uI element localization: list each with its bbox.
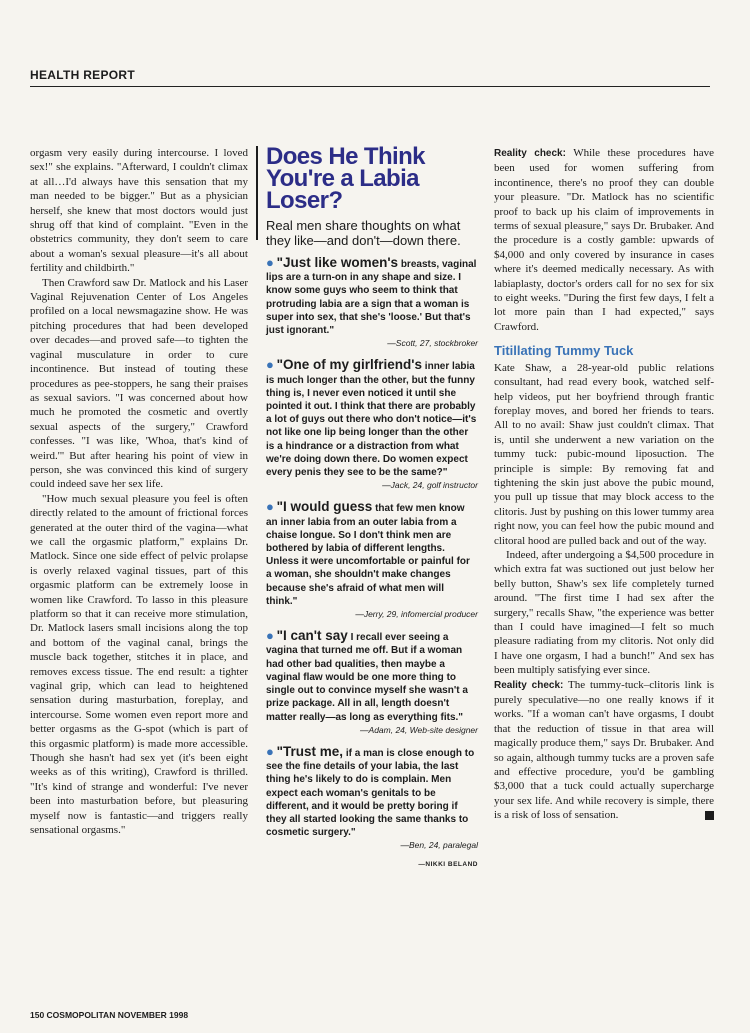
quote-lead: "I would guess [276, 499, 373, 515]
paragraph [494, 146, 714, 334]
sidebar-dek: Real men share thoughts on what they like—and don't—down there. [266, 218, 461, 248]
sidebar-accent-rule [256, 146, 258, 240]
quote [266, 256, 478, 350]
sidebar-headline: Does He Think You're a Labia Loser? [266, 143, 425, 214]
bullet-icon: ● [266, 743, 274, 759]
quote-attribution: —Scott, 27, stockbroker [387, 338, 478, 349]
paragraph [494, 678, 714, 823]
end-mark-icon [705, 811, 714, 820]
sidebar-byline: —NIKKI BELAND [418, 860, 478, 868]
quote [266, 500, 478, 621]
quote-lead: "One of my girlfriend's [276, 357, 423, 373]
quote-attribution: —Jerry, 29, infomercial producer [355, 609, 478, 620]
bullet-icon: ● [266, 628, 274, 644]
quote [266, 358, 478, 492]
quote-text: inner labia is much longer than the other, but the funny thing is, I never even noticed it until she pointed it out. I think that there are probably a lot of guys out there who don't notice—it's not like one lip being longer than the other is a hindrance or a distraction from what we're doing down there. Do women expect every penis they see to be the same?" [266, 361, 477, 479]
quote-text: breasts, vaginal lips are a turn-on in any shape and size. I know some guys who seem to think that protruding labia are a sign that a woman is super into sex, that she's 'loose.' But that's just ignorant." [266, 259, 477, 337]
quote-text: I recall ever seeing a vagina that turned me off. But if a woman had other bad qualities, then maybe a vaginal flaw would be one more thing to single out to convince myself she wasn't a prize package. All in all, length doesn't matter really—as long as everything fits." [266, 632, 468, 723]
right-column [494, 146, 714, 823]
quote-lead: "Just like women's [276, 255, 399, 270]
sidebar [266, 143, 478, 868]
bullet-icon: ● [266, 357, 274, 373]
quote-lead: "I can't say [276, 628, 348, 644]
quote [266, 629, 478, 737]
subhead: Titillating Tummy Tuck [494, 343, 634, 359]
left-column [30, 146, 248, 838]
reality-check-label: Reality check: [494, 679, 564, 691]
paragraph: Indeed, after undergoing a $4,500 procedure in which extra fat was suctioned out just below her belly button, Shaw's sex life completely turned around. "The first time I had sex after the surgery," recalls Shaw, "the experience was better than I could have imagined—I felt so much pleasure radiating from my clitoris. Not only did I have one orgasm, I had a bunch!" And sex has been multiply satisfying ever since. [494, 548, 714, 677]
page-folio: 150 COSMOPOLITAN NOVEMBER 1998 [30, 1010, 189, 1020]
quote [266, 745, 478, 853]
quote-attribution: —Jack, 24, golf instructor [382, 480, 478, 491]
section-label: HEALTH REPORT [30, 68, 136, 82]
reality-check-label: Reality check: [494, 148, 566, 159]
paragraph: Kate Shaw, a 28-year-old public relations consultant, had read every book, watched self-help videos, put her boyfriend through frantic foreplay moves, and bored her friends to tears. All to no avail: Shaw just couldn't climax. That is, until she underwent a new variation on the tummy tuck: pubic-mound liposuction. The principle is simple: By removing fat and tightening the skin just above the pubic mound, you pull up tissue that may block access to the clitoris. Just by pushing on this lower tummy area right now, you can feel how the pubic mound and clitoral hood are pulled back and out of the way. [494, 361, 714, 547]
reality-check-text: The tummy-tuck–clitoris link is purely speculative—no one really knows if it works. "If a woman can't have orgasms, I doubt that the reduction of tissue in that area will magically produce them," says Dr. Brubaker. And so again, although tummy tucks are a proven safe and effective procedure, you'd be gambling $3,000 that a tuck could actually supercharge your sex life. And while recovery is simple, there is a risk of loss of sensation. [494, 678, 714, 822]
quote-attribution: —Adam, 24, Web-site designer [360, 724, 478, 735]
header-rule [30, 86, 710, 87]
bullet-icon: ● [266, 499, 274, 515]
quote-text: if a man is close enough to see the fine details of your labia, the last thing he's likely to do is complain. Men expect each woman's genitals to be different, and it would be pretty boring if they all started looking the same thanks to cosmetic surgery." [266, 747, 475, 839]
paragraph: Then Crawford saw Dr. Matlock and his Laser Vaginal Rejuvenation Center of Los Angeles profiled on a local newsmagazine show. He was pitching procedures that had been developed over decades—and proved safe—to tighten the vaginal musculature in order to cure incontinence. But instead of touting these procedures as pee-stoppers, he sang their praises as sexual saviors. "I was concerned about how much he promoted the cosmetic and overtly sexual aspects of the surgery," Crawford confesses. "I was like, 'Whoa, that's kind of weird.'" But after hearing his point of view in person, she was convinced this kind of surgery could indeed save her sex life. [30, 276, 248, 491]
reality-check-text: While these procedures have been used for women suffering from incontinence, there's no proof they can double your pleasure. "Dr. Matlock has no scientific proof to back up his claim of improvements in terms of sexual pleasure," says Dr. Brubaker. And the procedure is a costly gamble: upwards of $4,000 and only covered by insurance in cases where it's deemed medically necessary. As with labiaplasty, doctor's orders call for no sex for six to eight weeks. "During the first few days, I felt a lot more pain than I had expected," says Crawford. [494, 147, 714, 333]
quote-lead: "Trust me, [276, 743, 344, 759]
bullet-icon: ● [266, 255, 274, 270]
quote-text: that few men know an inner labia from an outer labia from a chaise longue. So I don't think men are bothered by labia of different lengths. Unless it were uncomfortable or painful for a woman, she shouldn't make changes because she's afraid of what men will think." [266, 503, 470, 607]
quote-attribution: —Ben, 24, paralegal [400, 840, 478, 851]
paragraph: "How much sexual pleasure you feel is often directly related to the amount of frictional forces generated at the outer third of the vagina—what we call the orgasmic platform," explains Dr. Matlock. Since one side effect of pelvic prolapse is overly relaxed vaginal tissues, part of this orgasmic platform can be extremely loose in women like Crawford. To lasso in this pleasure platform so that it can receive more stimulation, Dr. Matlock lasers small incisions along the top and bottom of the vaginal canal, brings the muscle back together, stitches it in place, and removes excess tissue. The end result: a tighter vaginal grip, which can lead to heightened sensation during masturbation, foreplay, and intercourse. Some women even report more and better orgasms as the G-spot (which is part of this orgasmic platform) is made more accessible. Though she hasn't had sex yet (it's been eight weeks as of this writing), Crawford is thrilled. "It's kind of strange and wonderful: I've never been into masturbation before, but pleasuring myself now is fantastic—and triggers really sensational orgasms." [30, 492, 248, 837]
paragraph: orgasm very easily during intercourse. I loved sex!" she explains. "Afterward, I couldn't climax at all…I'd always have this sensation that my man needed to be bigger." But as a physician herself, she knew that most doctors would just shrug off that kind of complaint. "Even in the obstetrics community, they don't seem to care about a woman's sexual pleasure—it's all about fertility and childbirth." [30, 147, 248, 275]
